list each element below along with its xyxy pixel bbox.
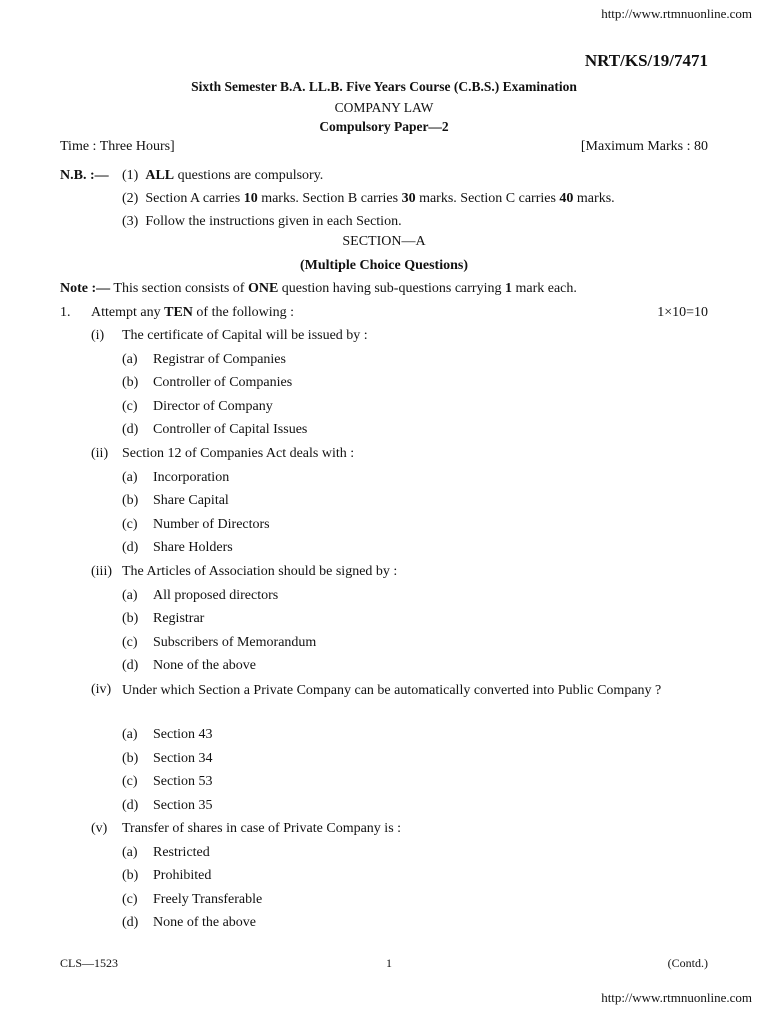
option-letter: (a) [122, 727, 138, 742]
subquestion-number: (iv) [91, 682, 112, 697]
option-text: Subscribers of Memorandum [153, 635, 317, 650]
option-text: Section 43 [153, 727, 213, 742]
subquestion-text: The certificate of Capital will be issued by : [122, 328, 368, 343]
option-text: Share Holders [153, 540, 233, 555]
note-label: Note :— [60, 281, 111, 296]
question-instruction [91, 305, 294, 321]
nb-item-3 [122, 214, 402, 230]
option-letter: (a) [122, 845, 138, 860]
nb-text: Section A carries [145, 191, 244, 206]
maximum-marks: [Maximum Marks : 80 [580, 139, 708, 154]
option-text: Restricted [153, 845, 210, 860]
note-bold: 1 [504, 281, 512, 296]
question-text: Attempt any [91, 305, 165, 320]
section-subtitle: (Multiple Choice Questions) [300, 258, 468, 273]
option-text: Incorporation [153, 470, 230, 485]
subquestion-number: (i) [91, 328, 105, 343]
paper-title: Compulsory Paper—2 [319, 119, 449, 134]
option-text: Share Capital [153, 493, 229, 508]
section-note [60, 281, 577, 297]
note-bold: ONE [247, 281, 279, 296]
nb-text: Follow the instructions given in each Section. [145, 214, 402, 229]
note-text: This section consists of [110, 281, 248, 296]
option-text: Section 53 [153, 774, 213, 789]
nb-text: marks. Section C carries [415, 191, 560, 206]
option-letter: (d) [122, 658, 139, 673]
option-letter: (d) [122, 540, 139, 555]
option-text: Registrar of Companies [153, 352, 286, 367]
option-letter: (d) [122, 915, 139, 930]
subquestion-number: (iii) [91, 564, 112, 579]
subquestion-number: (v) [91, 821, 108, 836]
time-allowed: Time : Three Hours] [60, 139, 175, 154]
option-text: None of the above [153, 658, 257, 673]
subject-title: COMPANY LAW [334, 100, 434, 115]
option-letter: (b) [122, 751, 139, 766]
option-text: Controller of Capital Issues [153, 422, 308, 437]
nb-bold-marks: 10 [243, 191, 258, 206]
option-letter: (a) [122, 588, 138, 603]
page-number: 1 [386, 956, 392, 970]
source-url-bottom[interactable]: http://www.rtmnuonline.com [601, 990, 752, 1005]
option-letter: (c) [122, 774, 138, 789]
option-letter: (c) [122, 399, 138, 414]
question-marks: 1×10=10 [657, 305, 708, 320]
nb-text: marks. [573, 191, 615, 206]
option-letter: (b) [122, 493, 139, 508]
option-text: Number of Directors [153, 517, 270, 532]
option-text: Controller of Companies [153, 375, 293, 390]
option-text: Director of Company [153, 399, 273, 414]
option-letter: (c) [122, 635, 138, 650]
nb-text: marks. Section B carries [257, 191, 402, 206]
section-title: SECTION—A [342, 234, 426, 249]
nb-bold-marks: 30 [401, 191, 416, 206]
option-text: Registrar [153, 611, 205, 626]
option-letter: (b) [122, 375, 139, 390]
nb-bold-marks: 40 [559, 191, 574, 206]
question-text: of the following : [192, 305, 295, 320]
option-letter: (c) [122, 517, 138, 532]
option-letter: (b) [122, 868, 139, 883]
question-number: 1. [60, 305, 71, 320]
nb-bold-all: ALL [145, 168, 175, 183]
option-text: Section 34 [153, 751, 213, 766]
nb-text: questions are compulsory. [174, 168, 324, 183]
option-letter: (d) [122, 798, 139, 813]
subquestion-text: Under which Section a Private Company can be automatically converted into Public Company ? [122, 683, 662, 698]
subquestion-text: Transfer of shares in case of Private Company is : [122, 821, 402, 836]
nb-item-1 [122, 168, 323, 184]
source-url-top[interactable]: http://www.rtmnuonline.com [601, 6, 752, 21]
continued-label: (Contd.) [667, 956, 708, 970]
option-letter: (a) [122, 352, 138, 367]
option-text: Section 35 [153, 798, 213, 813]
footer-code: CLS—1523 [60, 956, 119, 970]
note-text: question having sub-questions carrying [278, 281, 505, 296]
nb-item-number: (3) [122, 214, 139, 229]
nb-item-number: (2) [122, 191, 139, 206]
subquestion-number: (ii) [91, 446, 109, 461]
nb-item-number: (1) [122, 168, 139, 183]
option-text: Prohibited [153, 868, 212, 883]
paper-code: NRT/KS/19/7471 [584, 51, 708, 70]
option-text: Freely Transferable [153, 892, 263, 907]
option-text: None of the above [153, 915, 257, 930]
question-bold: TEN [164, 305, 193, 320]
nb-item-2 [122, 191, 615, 207]
subquestion-text: The Articles of Association should be signed by : [122, 564, 398, 579]
option-letter: (d) [122, 422, 139, 437]
option-letter: (a) [122, 470, 138, 485]
nb-label: N.B. :— [60, 168, 109, 183]
option-letter: (c) [122, 892, 138, 907]
option-text: All proposed directors [153, 588, 279, 603]
subquestion-text: Section 12 of Companies Act deals with : [122, 446, 355, 461]
exam-title: Sixth Semester B.A. LL.B. Five Years Course (C.B.S.) Examination [191, 79, 577, 94]
option-letter: (b) [122, 611, 139, 626]
note-text: mark each. [511, 281, 577, 296]
